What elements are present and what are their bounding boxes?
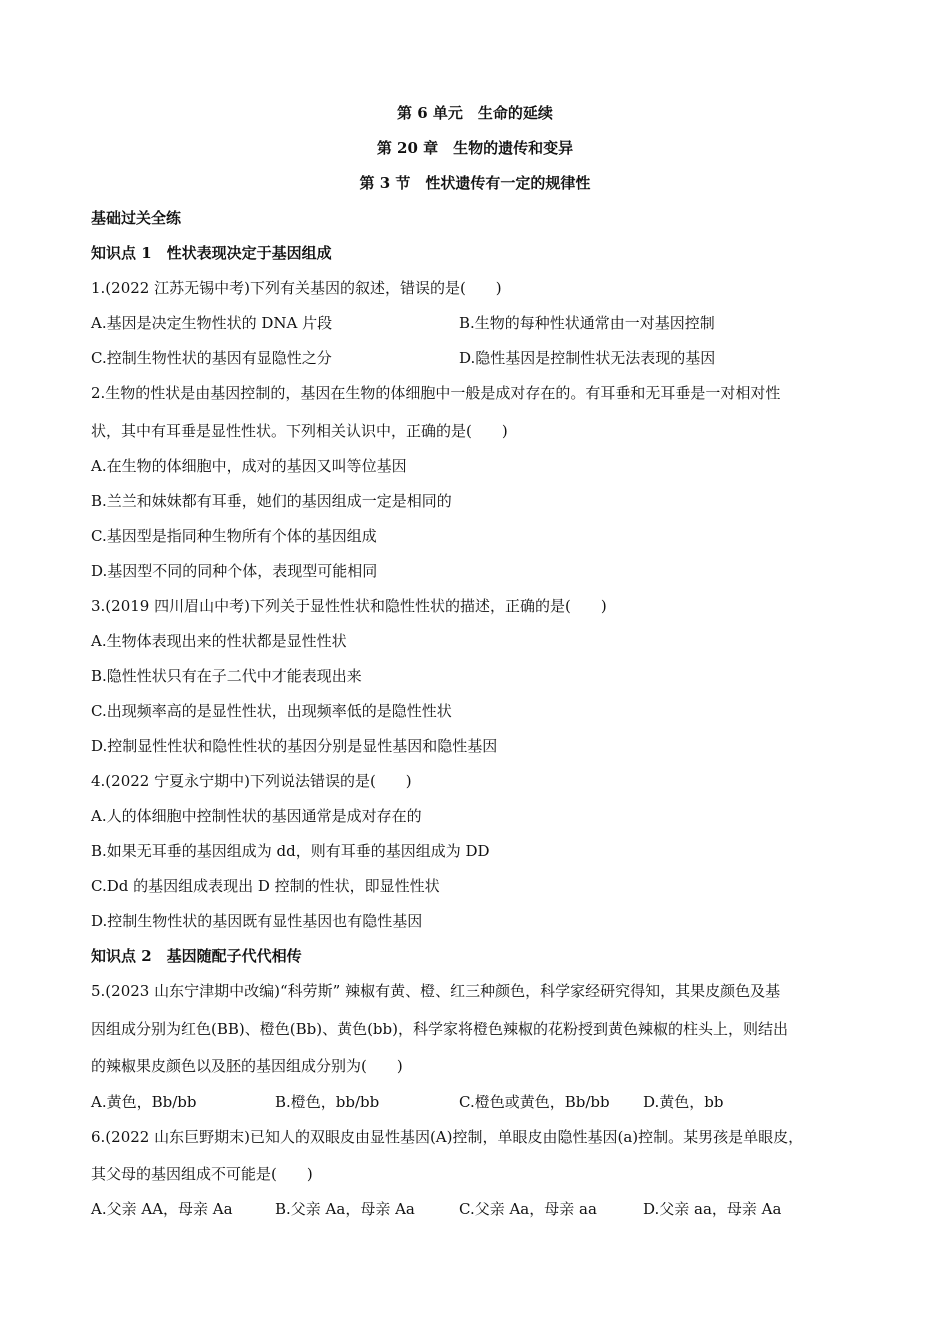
question-1-option-c: C.控制生物性状的基因有显隐性之分 bbox=[91, 349, 332, 367]
question-4-option-c: C.Dd 的基因组成表现出 D 控制的性状，即显性性状 bbox=[91, 877, 440, 895]
question-5-option-c: C.橙色或黄色，Bb/bb bbox=[459, 1093, 610, 1111]
question-6-stem-line-2: 其父母的基因组成不可能是( ) bbox=[91, 1165, 313, 1183]
question-6-option-c: C.父亲 Aa，母亲 aa bbox=[459, 1200, 597, 1218]
question-5-stem-line-2: 因组成分别为红色(BB)、橙色(Bb)、黄色(bb)，科学家将橙色辣椒的花粉授到黄色辣椒的柱头上，则结出 bbox=[91, 1020, 788, 1038]
question-4-option-a: A.人的体细胞中控制性状的基因通常是成对存在的 bbox=[91, 807, 422, 825]
question-5-option-b: B.橙色，bb/bb bbox=[275, 1093, 380, 1111]
question-3-option-c: C.出现频率高的是显性性状，出现频率低的是隐性性状 bbox=[91, 702, 452, 720]
knowledge-point-1: 知识点 1 性状表现决定于基因组成 bbox=[91, 244, 332, 262]
question-4-stem: 4.(2022 宁夏永宁期中)下列说法错误的是( ) bbox=[91, 772, 412, 790]
section-title: 第 3 节 性状遗传有一定的规律性 bbox=[359, 174, 591, 192]
question-2-option-c: C.基因型是指同种生物所有个体的基因组成 bbox=[91, 527, 377, 545]
question-1-option-b: B.生物的每种性状通常由一对基因控制 bbox=[459, 314, 715, 332]
question-5-option-a: A.黄色，Bb/bb bbox=[91, 1093, 197, 1111]
question-2-option-a: A.在生物的体细胞中，成对的基因又叫等位基因 bbox=[91, 457, 407, 475]
practice-heading: 基础过关全练 bbox=[91, 209, 182, 227]
question-3-stem: 3.(2019 四川眉山中考)下列关于显性性状和隐性性状的描述，正确的是( ) bbox=[91, 597, 607, 615]
question-5-stem-line-3: 的辣椒果皮颜色以及胚的基因组成分别为( ) bbox=[91, 1057, 403, 1075]
question-1-option-d: D.隐性基因是控制性状无法表现的基因 bbox=[459, 349, 716, 367]
question-3-option-b: B.隐性性状只有在子二代中才能表现出来 bbox=[91, 667, 362, 685]
question-4-option-b: B.如果无耳垂的基因组成为 dd，则有耳垂的基因组成为 DD bbox=[91, 842, 490, 860]
question-5-option-d: D.黄色，bb bbox=[643, 1093, 724, 1111]
question-6-option-b: B.父亲 Aa，母亲 Aa bbox=[275, 1200, 415, 1218]
question-6-option-a: A.父亲 AA，母亲 Aa bbox=[91, 1200, 233, 1218]
question-2-option-d: D.基因型不同的同种个体，表现型可能相同 bbox=[91, 562, 378, 580]
question-2-stem-line-1: 2.生物的性状是由基因控制的，基因在生物的体细胞中一般是成对存在的。有耳垂和无耳垂是一对相对性 bbox=[91, 384, 781, 402]
question-6-stem-line-1: 6.(2022 山东巨野期末)已知人的双眼皮由显性基因(A)控制，单眼皮由隐性基因(a)控制。某男孩是单眼皮， bbox=[91, 1128, 804, 1146]
unit-title: 第 6 单元 生命的延续 bbox=[397, 104, 553, 122]
question-3-option-d: D.控制显性性状和隐性性状的基因分别是显性基因和隐性基因 bbox=[91, 737, 498, 755]
question-2-stem-line-2: 状，其中有耳垂是显性性状。下列相关认识中，正确的是( ) bbox=[91, 422, 508, 440]
question-2-option-b: B.兰兰和妹妹都有耳垂，她们的基因组成一定是相同的 bbox=[91, 492, 452, 510]
question-1-option-a: A.基因是决定生物性状的 DNA 片段 bbox=[91, 314, 333, 332]
question-6-option-d: D.父亲 aa，母亲 Aa bbox=[643, 1200, 782, 1218]
question-1-stem: 1.(2022 江苏无锡中考)下列有关基因的叙述，错误的是( ) bbox=[91, 279, 502, 297]
question-3-option-a: A.生物体表现出来的性状都是显性性状 bbox=[91, 632, 347, 650]
question-4-option-d: D.控制生物性状的基因既有显性基因也有隐性基因 bbox=[91, 912, 423, 930]
question-5-stem-line-1: 5.(2023 山东宁津期中改编)“科劳斯” 辣椒有黄、橙、红三种颜色，科学家经研究得知，其果皮颜色及基 bbox=[91, 982, 781, 1000]
knowledge-point-2: 知识点 2 基因随配子代代相传 bbox=[91, 947, 302, 965]
chapter-title: 第 20 章 生物的遗传和变异 bbox=[376, 139, 574, 157]
